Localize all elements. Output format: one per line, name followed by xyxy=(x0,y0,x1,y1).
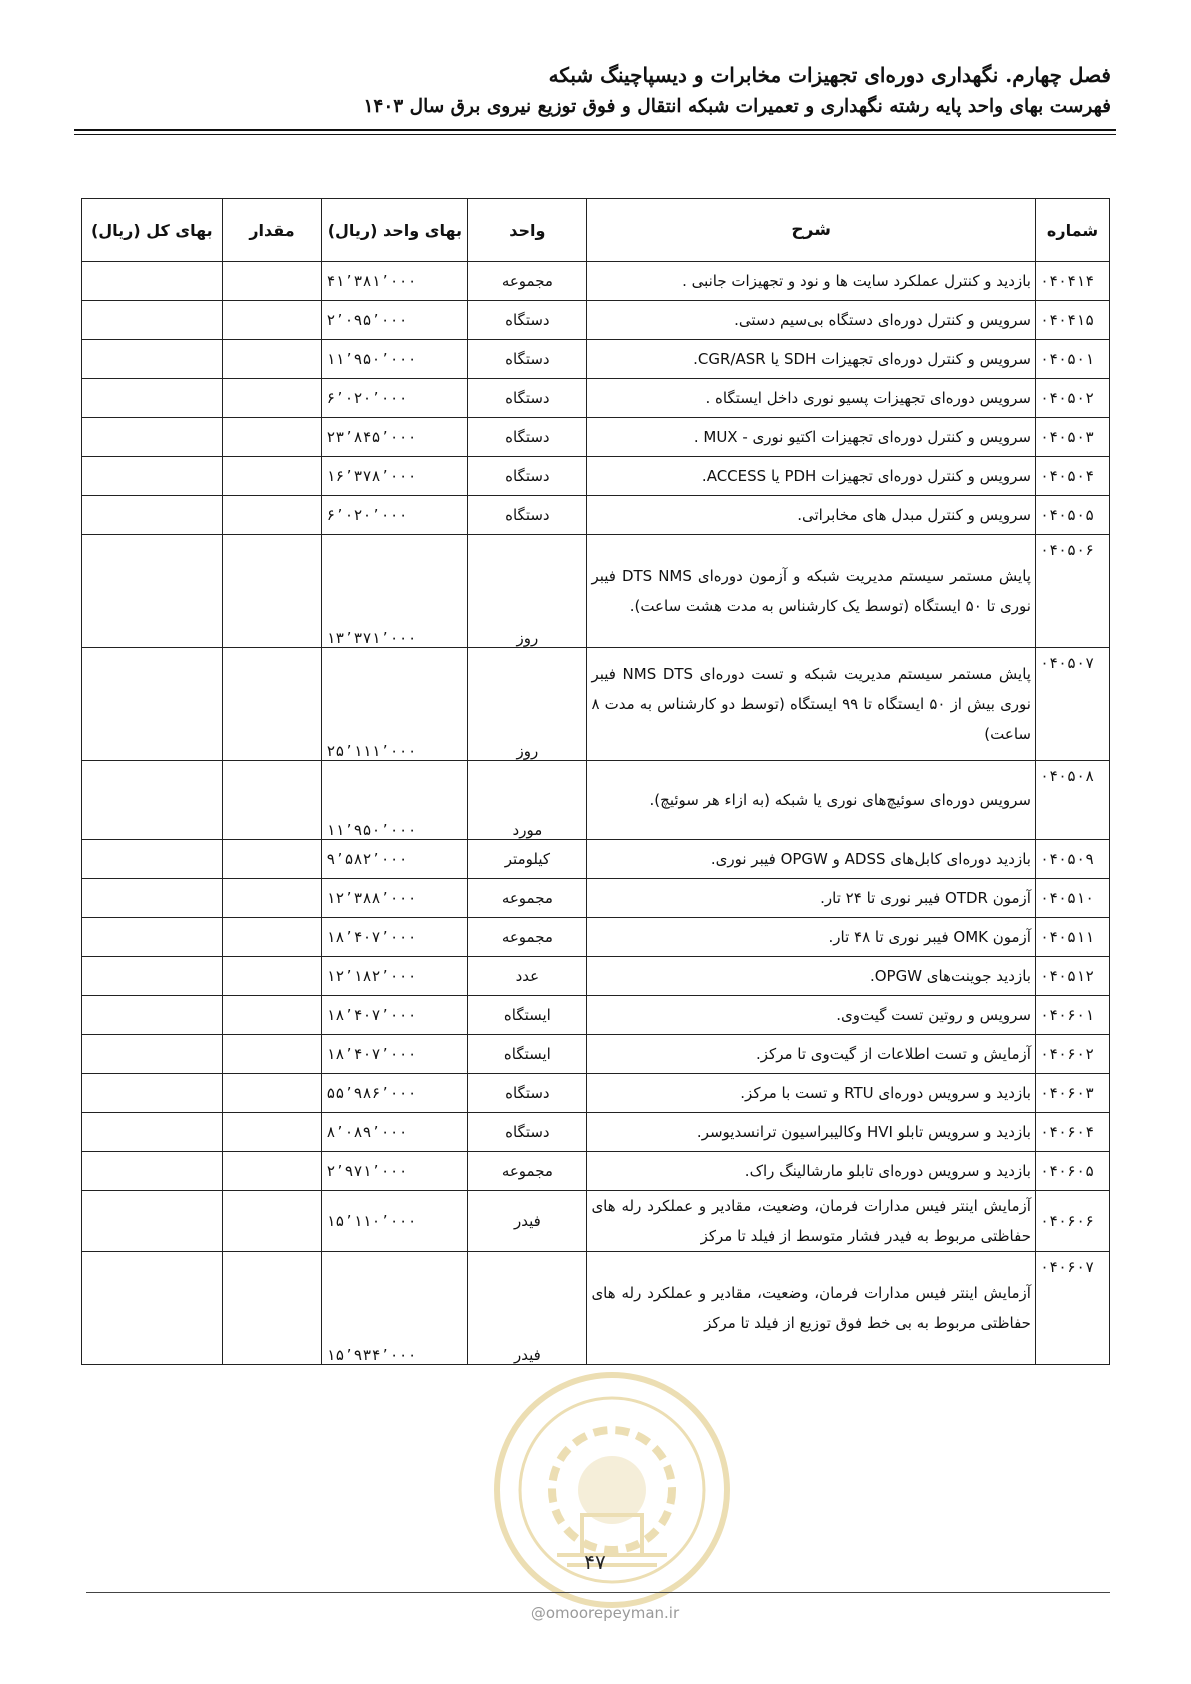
row-number: ۰۴۰۵۱۰ xyxy=(1035,879,1109,918)
row-number: ۰۴۰۵۰۵ xyxy=(1035,496,1109,535)
table-row xyxy=(82,648,1110,761)
row-quantity xyxy=(222,340,322,379)
table-row xyxy=(82,957,1110,996)
row-unit: دستگاه xyxy=(468,418,587,457)
row-number: ۰۴۰۶۰۷ xyxy=(1035,1252,1109,1365)
row-description: سرویس دوره‌ای تجهیزات پسیو نوری داخل ایستگاه . xyxy=(587,379,1036,418)
row-description: سرویس و کنترل دوره‌ای تجهیزات SDH یا CGR/ASR. xyxy=(587,340,1036,379)
row-total-price xyxy=(82,301,223,340)
header-description: شرح xyxy=(587,199,1036,262)
row-quantity xyxy=(222,761,322,840)
row-unit-price: ۴۱٬۳۸۱٬۰۰۰ xyxy=(322,262,468,301)
table-header-row xyxy=(82,199,1110,262)
row-total-price xyxy=(82,1113,223,1152)
row-description: پایش مستمر سیستم مدیریت شبکه و تست دوره‌ای NMS DTS فیبر نوری بیش از ۵۰ ایستگاه تا ۹۹ ایستگاه (توسط دو کارشناس به مدت ۸ ساعت) xyxy=(587,648,1036,761)
row-total-price xyxy=(82,1191,223,1252)
row-total-price xyxy=(82,1152,223,1191)
row-unit-price: ۸٬۰۸۹٬۰۰۰ xyxy=(322,1113,468,1152)
row-quantity xyxy=(222,301,322,340)
row-description: پایش مستمر سیستم مدیریت شبکه و آزمون دوره‌ای DTS NMS فیبر نوری تا ۵۰ ایستگاه (توسط یک کارشناس به مدت هشت ساعت). xyxy=(587,535,1036,648)
header-quantity: مقدار xyxy=(222,199,322,262)
header-total-price: بهای کل (ریال) xyxy=(82,199,223,262)
row-description: سرویس و روتین تست گیت‌وی. xyxy=(587,996,1036,1035)
row-unit: فیدر xyxy=(468,1252,587,1365)
page-header xyxy=(81,58,1111,122)
row-number: ۰۴۰۵۱۲ xyxy=(1035,957,1109,996)
row-description: سرویس دوره‌ای سوئیچ‌های نوری یا شبکه (به ازاء هر سوئیچ). xyxy=(587,761,1036,840)
row-unit: مجموعه xyxy=(468,918,587,957)
table-row xyxy=(82,840,1110,879)
row-unit-price: ۱۳٬۳۷۱٬۰۰۰ xyxy=(322,535,468,648)
header-unit: واحد xyxy=(468,199,587,262)
table-row xyxy=(82,1074,1110,1113)
document-title: فهرست بهای واحد پایه رشته نگهداری و تعمیرات شبکه انتقال و فوق توزیع نیروی برق سال ۱۴۰۳ xyxy=(363,96,1111,117)
row-quantity xyxy=(222,840,322,879)
row-number: ۰۴۰۵۰۶ xyxy=(1035,535,1109,648)
row-number: ۰۴۰۵۰۸ xyxy=(1035,761,1109,840)
row-total-price xyxy=(82,648,223,761)
row-description: سرویس و کنترل دوره‌ای تجهیزات اکتیو نوری - MUX . xyxy=(587,418,1036,457)
row-total-price xyxy=(82,379,223,418)
row-quantity xyxy=(222,535,322,648)
table-row xyxy=(82,879,1110,918)
row-unit-price: ۲۳٬۸۴۵٬۰۰۰ xyxy=(322,418,468,457)
row-unit-price: ۵۵٬۹۸۶٬۰۰۰ xyxy=(322,1074,468,1113)
row-quantity xyxy=(222,496,322,535)
row-quantity xyxy=(222,1252,322,1365)
row-description: آزمایش اینتر فیس مدارات فرمان، وضعیت، مقادیر و عملکرد رله های حفاظتی مربوط به فیدر فشار متوسط از فیلد تا مرکز xyxy=(587,1191,1036,1252)
table-row xyxy=(82,340,1110,379)
table-row xyxy=(82,496,1110,535)
row-number: ۰۴۰۵۰۲ xyxy=(1035,379,1109,418)
row-unit: مورد xyxy=(468,761,587,840)
row-total-price xyxy=(82,918,223,957)
row-quantity xyxy=(222,1191,322,1252)
row-quantity xyxy=(222,262,322,301)
row-total-price xyxy=(82,957,223,996)
table-row xyxy=(82,457,1110,496)
row-unit-price: ۱۸٬۴۰۷٬۰۰۰ xyxy=(322,996,468,1035)
header-rule xyxy=(74,129,1116,131)
table-row xyxy=(82,1252,1110,1365)
row-description: آزمایش اینتر فیس مدارات فرمان، وضعیت، مقادیر و عملکرد رله های حفاظتی مربوط به بی خط فوق توزیع از فیلد تا مرکز xyxy=(587,1252,1036,1365)
row-description: بازدید دوره‌ای کابل‌های ADSS و OPGW فیبر نوری. xyxy=(587,840,1036,879)
header-rule-thin xyxy=(74,134,1116,135)
row-number: ۰۴۰۵۰۳ xyxy=(1035,418,1109,457)
row-quantity xyxy=(222,1152,322,1191)
row-number: ۰۴۰۶۰۱ xyxy=(1035,996,1109,1035)
row-unit: عدد xyxy=(468,957,587,996)
website-watermark: @omoorepeyman.ir xyxy=(530,1604,680,1622)
page-number: ۴۷ xyxy=(584,1550,606,1574)
chapter-title: فصل چهارم. نگهداری دوره‌ای تجهیزات مخابرات و دیسپاچینگ شبکه xyxy=(548,63,1111,87)
table-row xyxy=(82,301,1110,340)
row-quantity xyxy=(222,918,322,957)
row-total-price xyxy=(82,1252,223,1365)
row-total-price xyxy=(82,761,223,840)
row-unit: کیلومتر xyxy=(468,840,587,879)
row-total-price xyxy=(82,496,223,535)
row-quantity xyxy=(222,1113,322,1152)
table-row xyxy=(82,418,1110,457)
row-number: ۰۴۰۵۰۹ xyxy=(1035,840,1109,879)
row-unit-price: ۱۵٬۹۳۴٬۰۰۰ xyxy=(322,1252,468,1365)
row-quantity xyxy=(222,1074,322,1113)
row-quantity xyxy=(222,879,322,918)
row-unit-price: ۱۲٬۱۸۲٬۰۰۰ xyxy=(322,957,468,996)
row-description: آزمون OTDR فیبر نوری تا ۲۴ تار. xyxy=(587,879,1036,918)
row-unit-price: ۱۱٬۹۵۰٬۰۰۰ xyxy=(322,761,468,840)
row-unit: روز xyxy=(468,648,587,761)
row-description: سرویس و کنترل دوره‌ای تجهیزات PDH یا ACCESS. xyxy=(587,457,1036,496)
row-unit-price: ۲۵٬۱۱۱٬۰۰۰ xyxy=(322,648,468,761)
row-total-price xyxy=(82,535,223,648)
row-unit-price: ۱۶٬۳۷۸٬۰۰۰ xyxy=(322,457,468,496)
row-unit-price: ۶٬۰۲۰٬۰۰۰ xyxy=(322,496,468,535)
row-number: ۰۴۰۵۰۱ xyxy=(1035,340,1109,379)
row-total-price xyxy=(82,840,223,879)
table-row xyxy=(82,761,1110,840)
row-number: ۰۴۰۶۰۴ xyxy=(1035,1113,1109,1152)
row-description: بازدید و سرویس دوره‌ای تابلو مارشالینگ راک. xyxy=(587,1152,1036,1191)
row-number: ۰۴۰۵۰۴ xyxy=(1035,457,1109,496)
table-row xyxy=(82,379,1110,418)
row-quantity xyxy=(222,648,322,761)
row-quantity xyxy=(222,957,322,996)
row-quantity xyxy=(222,1035,322,1074)
row-unit: فیدر xyxy=(468,1191,587,1252)
row-number: ۰۴۰۴۱۵ xyxy=(1035,301,1109,340)
row-unit: دستگاه xyxy=(468,301,587,340)
row-quantity xyxy=(222,457,322,496)
row-total-price xyxy=(82,262,223,301)
row-description: سرویس و کنترل مبدل های مخابراتی. xyxy=(587,496,1036,535)
row-total-price xyxy=(82,879,223,918)
price-list-table xyxy=(81,198,1110,1365)
table-row xyxy=(82,535,1110,648)
table-row xyxy=(82,1152,1110,1191)
table-row xyxy=(82,918,1110,957)
table-row xyxy=(82,1035,1110,1074)
row-unit: دستگاه xyxy=(468,457,587,496)
row-description: بازدید و سرویس تابلو HVI وکالیبراسیون ترانسدیوسر. xyxy=(587,1113,1036,1152)
row-unit-price: ۹٬۵۸۲٬۰۰۰ xyxy=(322,840,468,879)
row-description: آزمایش و تست اطلاعات از گیت‌وی تا مرکز. xyxy=(587,1035,1036,1074)
row-number: ۰۴۰۶۰۶ xyxy=(1035,1191,1109,1252)
table-row xyxy=(82,262,1110,301)
header-unit-price: بهای واحد (ریال) xyxy=(322,199,468,262)
row-description: بازدید و کنترل عملکرد سایت ها و نود و تجهیزات جانبی . xyxy=(587,262,1036,301)
row-unit-price: ۲٬۰۹۵٬۰۰۰ xyxy=(322,301,468,340)
row-number: ۰۴۰۵۱۱ xyxy=(1035,918,1109,957)
row-unit: دستگاه xyxy=(468,379,587,418)
header-number: شماره xyxy=(1035,199,1109,262)
row-description: سرویس و کنترل دوره‌ای دستگاه بی‌سیم دستی. xyxy=(587,301,1036,340)
row-quantity xyxy=(222,379,322,418)
row-unit: مجموعه xyxy=(468,879,587,918)
row-description: بازدید و سرویس دوره‌ای RTU و تست با مرکز. xyxy=(587,1074,1036,1113)
row-total-price xyxy=(82,1074,223,1113)
row-unit: دستگاه xyxy=(468,340,587,379)
row-number: ۰۴۰۴۱۴ xyxy=(1035,262,1109,301)
row-number: ۰۴۰۵۰۷ xyxy=(1035,648,1109,761)
row-unit-price: ۱۲٬۳۸۸٬۰۰۰ xyxy=(322,879,468,918)
footer-rule xyxy=(86,1592,1110,1593)
row-total-price xyxy=(82,1035,223,1074)
row-total-price xyxy=(82,457,223,496)
table-row xyxy=(82,996,1110,1035)
row-number: ۰۴۰۶۰۳ xyxy=(1035,1074,1109,1113)
row-unit: دستگاه xyxy=(468,1074,587,1113)
row-unit-price: ۱۱٬۹۵۰٬۰۰۰ xyxy=(322,340,468,379)
row-unit: ایستگاه xyxy=(468,1035,587,1074)
row-quantity xyxy=(222,418,322,457)
row-unit: روز xyxy=(468,535,587,648)
row-unit-price: ۱۸٬۴۰۷٬۰۰۰ xyxy=(322,918,468,957)
row-unit-price: ۶٬۰۲۰٬۰۰۰ xyxy=(322,379,468,418)
row-unit: دستگاه xyxy=(468,1113,587,1152)
row-unit: ایستگاه xyxy=(468,996,587,1035)
row-quantity xyxy=(222,996,322,1035)
seal-watermark-icon xyxy=(487,1365,737,1615)
row-unit: مجموعه xyxy=(468,1152,587,1191)
row-total-price xyxy=(82,340,223,379)
row-unit: مجموعه xyxy=(468,262,587,301)
row-total-price xyxy=(82,996,223,1035)
row-total-price xyxy=(82,418,223,457)
row-description: آزمون OMK فیبر نوری تا ۴۸ تار. xyxy=(587,918,1036,957)
row-number: ۰۴۰۶۰۵ xyxy=(1035,1152,1109,1191)
row-description: بازدید جوینت‌های OPGW. xyxy=(587,957,1036,996)
row-unit-price: ۲٬۹۷۱٬۰۰۰ xyxy=(322,1152,468,1191)
row-unit: دستگاه xyxy=(468,496,587,535)
row-unit-price: ۱۵٬۱۱۰٬۰۰۰ xyxy=(322,1191,468,1252)
row-unit-price: ۱۸٬۴۰۷٬۰۰۰ xyxy=(322,1035,468,1074)
table-row xyxy=(82,1113,1110,1152)
table-row xyxy=(82,1191,1110,1252)
row-number: ۰۴۰۶۰۲ xyxy=(1035,1035,1109,1074)
